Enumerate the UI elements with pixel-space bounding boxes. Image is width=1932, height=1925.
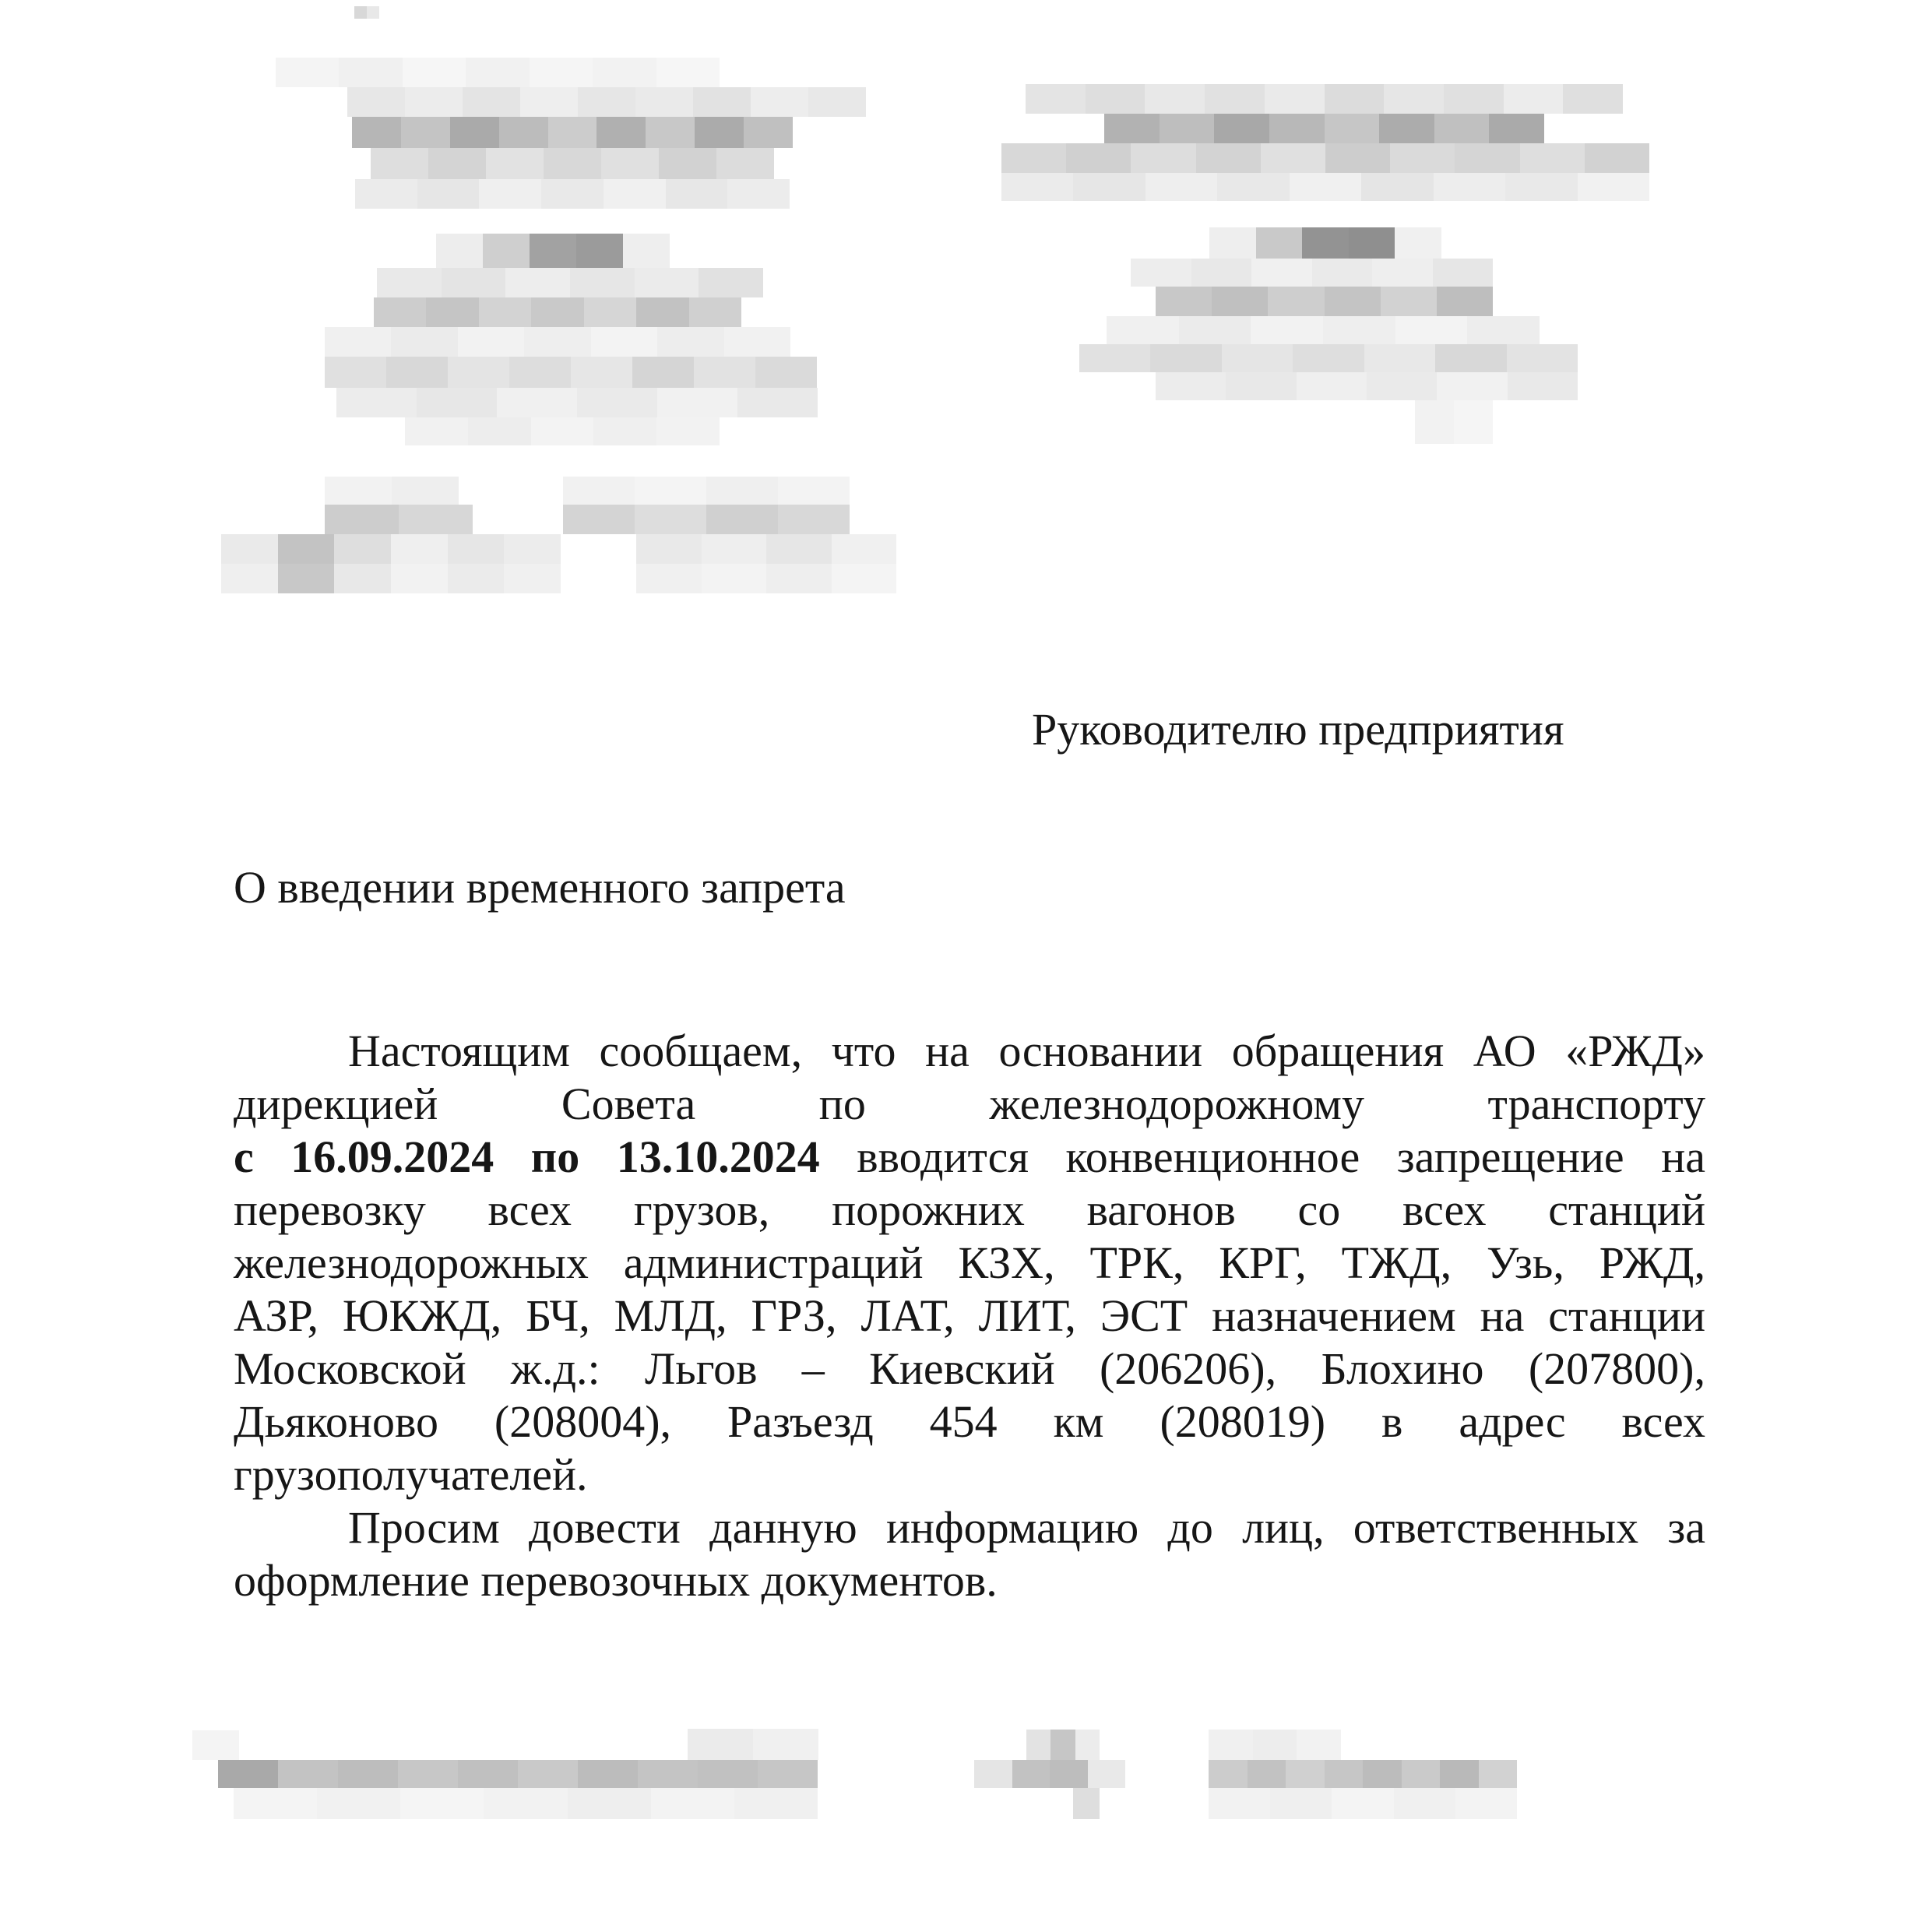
redaction-row — [355, 179, 790, 209]
text-line: АЗР, ЮКЖД, БЧ, МЛД, ГРЗ, ЛАТ, ЛИТ, ЭСТ назначением на станции — [234, 1290, 1705, 1341]
text-line: дирекцией Совета по железнодорожному транспорту — [234, 1079, 1705, 1129]
redaction-row — [1079, 344, 1578, 372]
redaction-row — [1209, 1788, 1517, 1819]
redaction-row — [352, 117, 793, 148]
text-line: с 16.09.2024 по 13.10.2024 вводится конвенционное запрещение на — [234, 1131, 1705, 1182]
redaction-row — [325, 505, 473, 534]
redaction-row — [325, 357, 817, 388]
redaction-row — [221, 534, 561, 564]
text-line: Дьяконово (208004), Разъезд 454 км (208019) в адрес всех — [234, 1396, 1705, 1447]
redaction-row — [688, 1729, 818, 1760]
redaction-row — [354, 6, 379, 19]
redaction-row — [1156, 287, 1493, 316]
redaction-row — [405, 417, 720, 445]
redaction-row — [276, 58, 720, 87]
redaction-row — [1073, 1788, 1100, 1819]
redaction-row — [336, 388, 818, 417]
redaction-row — [1026, 84, 1623, 114]
redaction-row — [1209, 227, 1441, 259]
redaction-row — [221, 564, 561, 593]
body-paragraph-main — [234, 1025, 1705, 1501]
redaction-row — [1156, 372, 1578, 400]
redaction-row — [325, 327, 790, 357]
redaction-row — [192, 1730, 239, 1760]
redaction-row — [1415, 400, 1493, 444]
text-line: железнодорожных администраций КЗХ, ТРК, КРГ, ТЖД, Узь, РЖД, — [234, 1237, 1705, 1288]
text-line: перевозку всех грузов, порожних вагонов со всех станций — [234, 1184, 1705, 1235]
redaction-row — [377, 268, 763, 297]
redaction-row — [325, 477, 459, 505]
redaction-row — [563, 477, 850, 505]
redaction-row — [1026, 1730, 1100, 1760]
redaction-row — [347, 87, 866, 117]
redaction-row — [563, 505, 850, 534]
redaction-row — [371, 148, 774, 179]
redaction-row — [374, 297, 741, 327]
text-line: Настоящим сообщаем, что на основании обращения АО «РЖД» — [348, 1026, 1705, 1076]
redaction-row — [1001, 173, 1649, 201]
redaction-row — [1001, 143, 1649, 173]
redaction-row — [1209, 1730, 1341, 1760]
text-line: оформление перевозочных документов. — [234, 1555, 998, 1606]
redaction-row — [1209, 1760, 1517, 1788]
redaction-row — [218, 1760, 818, 1788]
redaction-row — [636, 534, 896, 564]
body-paragraph-closing — [234, 1501, 1705, 1607]
subject-line: О введении временного запрета — [234, 862, 846, 913]
redaction-row — [974, 1760, 1125, 1788]
redaction-row — [436, 234, 670, 268]
redaction-row — [636, 564, 896, 593]
redaction-row — [1104, 114, 1544, 143]
text-line: грузополучателей. — [234, 1449, 588, 1500]
text-line: Просим довести данную информацию до лиц, ответственных за — [348, 1502, 1705, 1553]
text-line: Московской ж.д.: Льгов – Киевский (206206), Блохино (207800), — [234, 1343, 1705, 1394]
redaction-row — [1131, 259, 1493, 287]
addressee-line: Руководителю предприятия — [1032, 704, 1564, 755]
redaction-row — [234, 1788, 818, 1819]
redaction-row — [1107, 316, 1540, 344]
